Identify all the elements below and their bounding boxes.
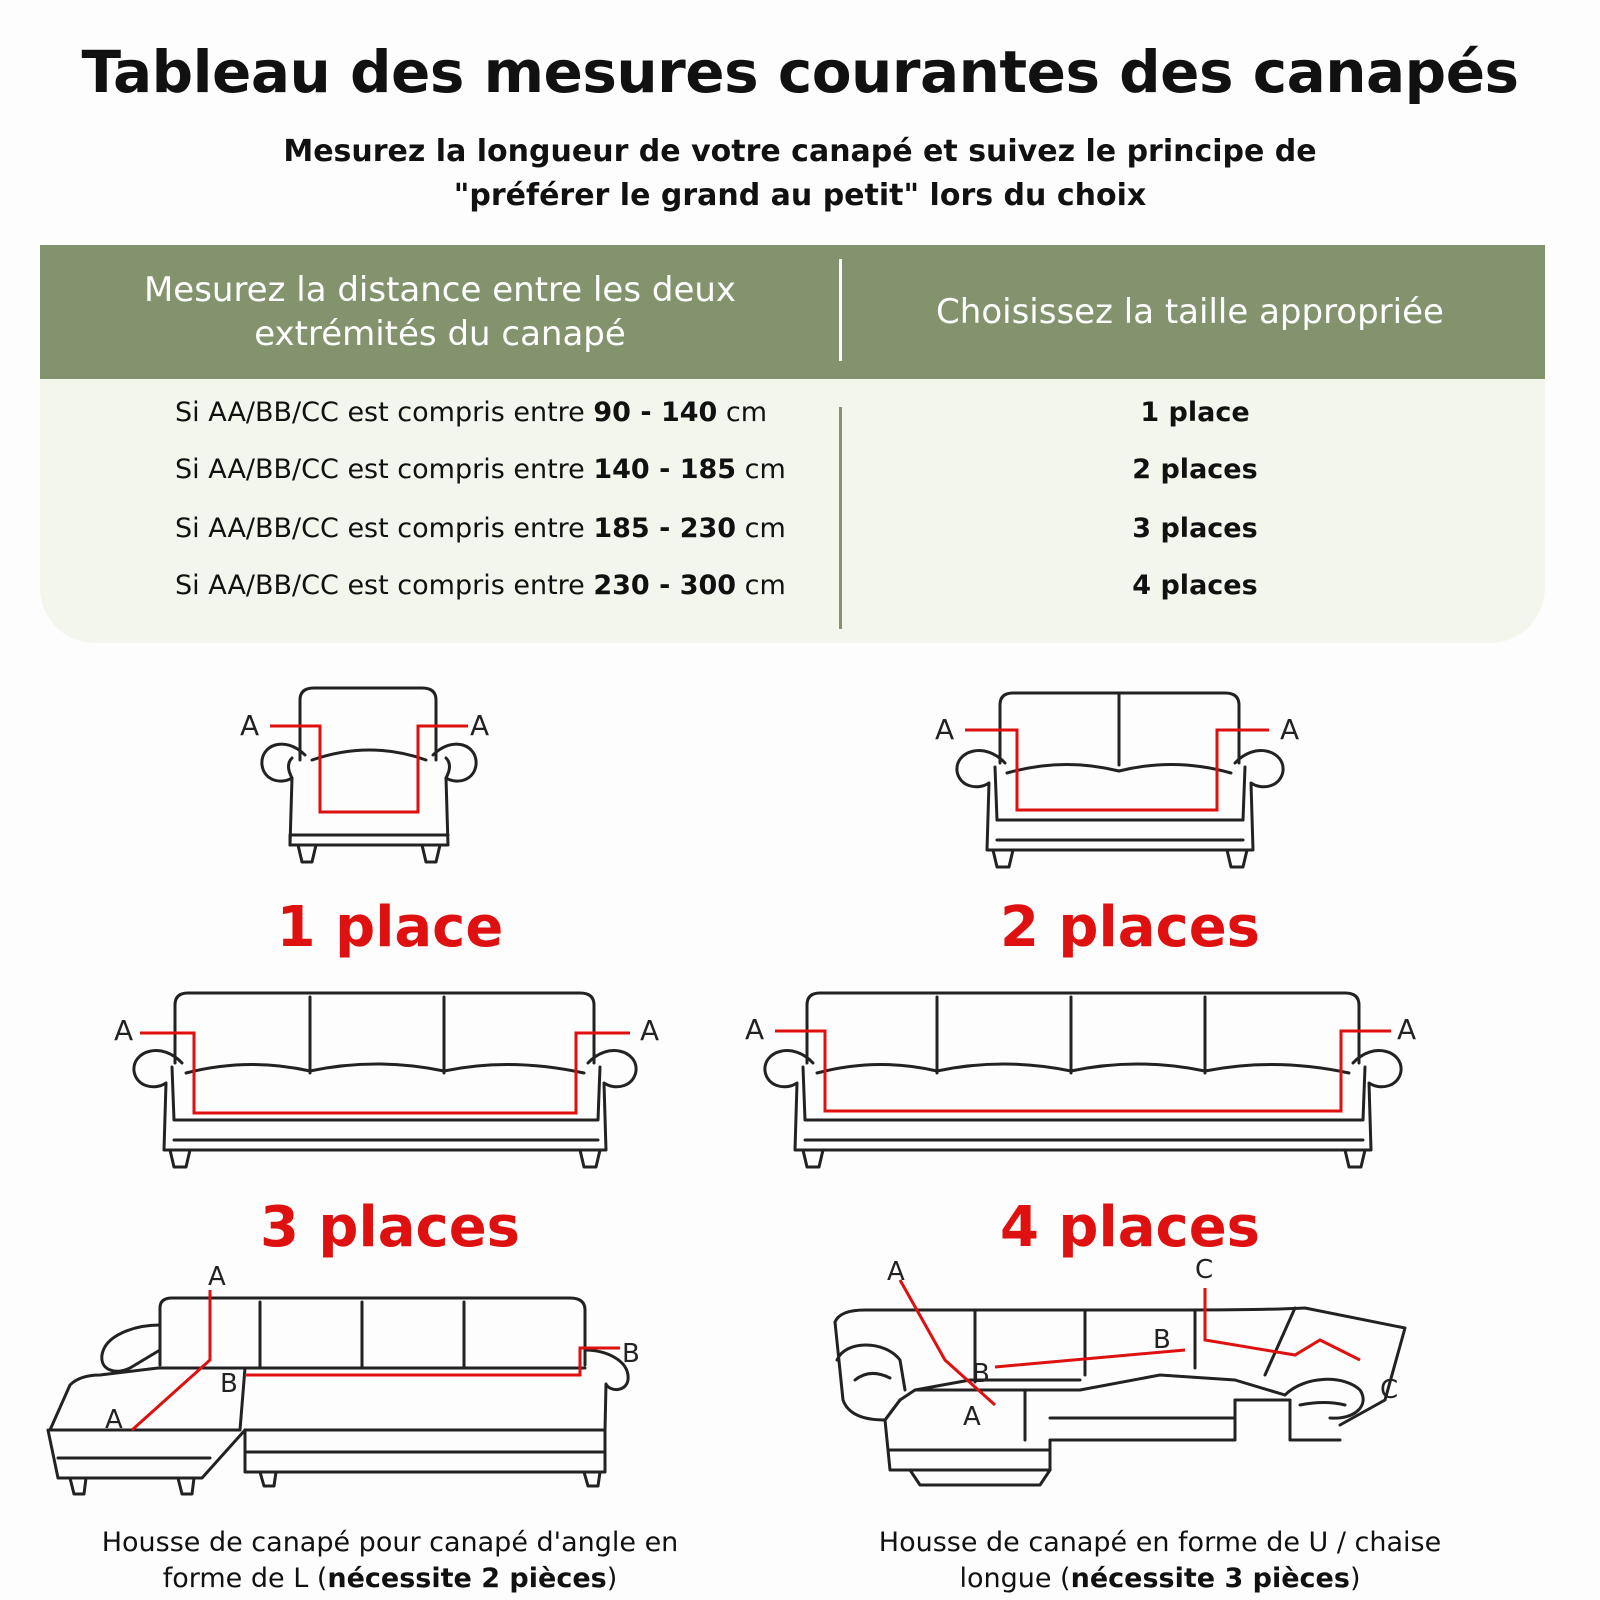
label-1-place: 1 place	[276, 895, 504, 960]
marker-a: A	[745, 1013, 765, 1046]
marker-a: A	[1397, 1013, 1417, 1046]
row-size: 3 places	[1132, 513, 1258, 544]
unit: cm	[736, 570, 786, 601]
marker-a: A	[105, 1405, 123, 1435]
row-size: 2 places	[1132, 454, 1258, 485]
loveseat-illustration	[935, 685, 1315, 875]
marker-a: A	[640, 1014, 660, 1047]
table-header	[40, 245, 1545, 379]
row-condition	[175, 393, 767, 433]
table-row	[40, 393, 1545, 433]
marker-a: A	[208, 1262, 226, 1292]
marker-a: A	[470, 709, 490, 742]
marker-a: A	[1280, 713, 1300, 746]
caption-l-shape	[100, 1525, 680, 1597]
armchair-illustration	[230, 680, 490, 870]
subtitle-line-1: Mesurez la longueur de votre canapé et suivez le principe de	[283, 134, 1317, 169]
range-value: 230 - 300	[593, 570, 737, 601]
size-table	[40, 245, 1545, 643]
label-3-places: 3 places	[259, 1195, 521, 1260]
three-seat-sofa-illustration	[110, 985, 670, 1180]
marker-c: C	[1380, 1375, 1399, 1405]
caption-end: )	[606, 1563, 618, 1594]
unit: cm	[736, 513, 786, 544]
page-subtitle	[0, 130, 1600, 218]
table-row	[40, 509, 1545, 549]
l-shape-sofa-illustration	[40, 1262, 660, 1510]
header-size: Choisissez la taille appropriée	[936, 292, 1444, 332]
page-title: Tableau des mesures courantes des canapés	[81, 38, 1519, 106]
caption-pieces: nécessite 3 pièces	[1070, 1563, 1350, 1594]
marker-b: B	[220, 1369, 238, 1399]
u-shape-sofa-illustration	[825, 1255, 1445, 1510]
range-value: 140 - 185	[593, 454, 737, 485]
caption-end: )	[1349, 1563, 1361, 1594]
marker-a: A	[240, 709, 260, 742]
condition-text: Si AA/BB/CC est compris entre	[175, 454, 594, 485]
caption-u-shape	[870, 1525, 1450, 1597]
table-row	[40, 450, 1545, 490]
marker-b: B	[972, 1359, 990, 1389]
unit: cm	[717, 397, 768, 428]
marker-a: A	[963, 1402, 981, 1432]
marker-b: B	[1153, 1325, 1171, 1355]
unit: cm	[736, 454, 786, 485]
label-4-places: 4 places	[999, 1195, 1261, 1260]
row-condition	[175, 450, 786, 490]
marker-a: A	[887, 1257, 905, 1287]
condition-text: Si AA/BB/CC est compris entre	[175, 513, 594, 544]
row-condition	[175, 509, 786, 549]
range-value: 90 - 140	[593, 397, 718, 428]
row-size: 4 places	[1132, 570, 1258, 601]
header-measure: Mesurez la distance entre les deux extrémités du canapé	[143, 270, 737, 354]
subtitle-line-2: "préférer le grand au petit" lors du choix	[453, 178, 1147, 213]
condition-text: Si AA/BB/CC est compris entre	[175, 570, 594, 601]
caption-text: Housse de canapé pour canapé d'angle en forme de L (	[101, 1527, 679, 1594]
marker-c: C	[1195, 1255, 1214, 1285]
marker-a: A	[935, 713, 955, 746]
four-seat-sofa-illustration	[745, 985, 1445, 1180]
caption-pieces: nécessite 2 pièces	[327, 1563, 607, 1594]
range-value: 185 - 230	[593, 513, 737, 544]
row-size: 1 place	[1140, 397, 1250, 428]
marker-b: B	[622, 1339, 640, 1369]
condition-text: Si AA/BB/CC est compris entre	[175, 397, 594, 428]
label-2-places: 2 places	[999, 895, 1261, 960]
table-row	[40, 566, 1545, 606]
caption-text: Housse de canapé en forme de U / chaise longue (	[878, 1527, 1442, 1594]
marker-a: A	[114, 1014, 134, 1047]
row-condition	[175, 566, 786, 606]
